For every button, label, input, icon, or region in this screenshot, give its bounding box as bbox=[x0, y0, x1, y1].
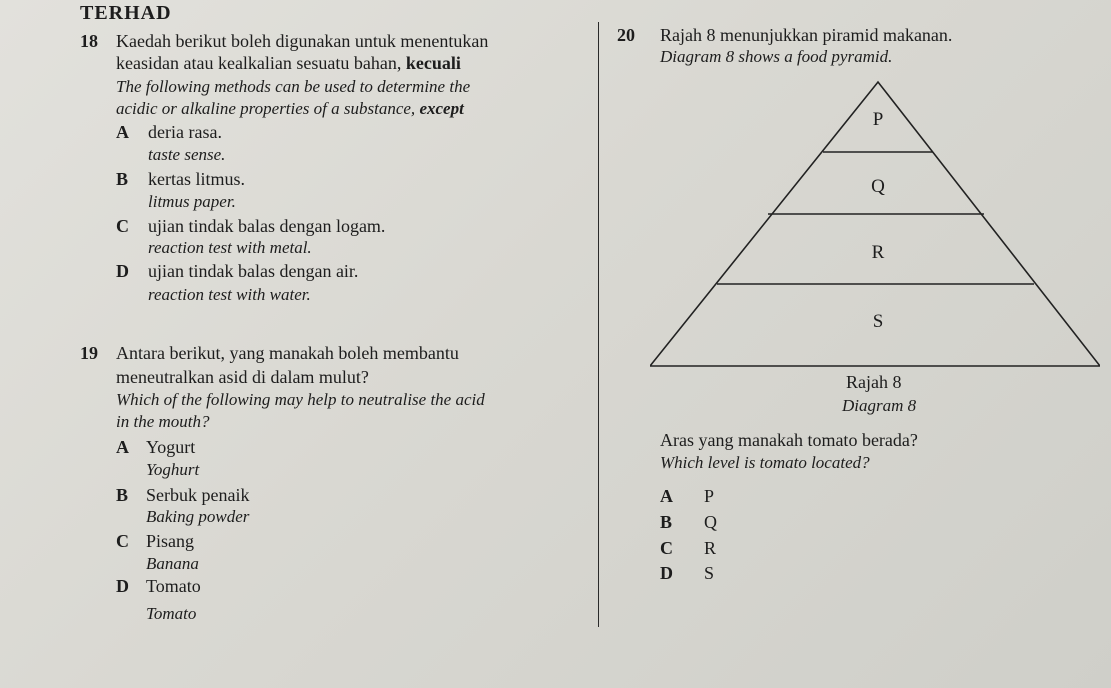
option-letter[interactable]: D bbox=[116, 576, 129, 596]
option-text[interactable]: R bbox=[704, 538, 717, 558]
question-number: 18 bbox=[80, 31, 98, 51]
option-text-malay[interactable]: ujian tindak balas dengan air. bbox=[148, 261, 359, 281]
question-text-malay: meneutralkan asid di dalam mulut? bbox=[116, 367, 369, 387]
option-text-malay[interactable]: deria rasa. bbox=[148, 122, 222, 142]
option-text-malay[interactable]: Tomato bbox=[146, 576, 201, 596]
option-text[interactable]: Q bbox=[704, 512, 717, 532]
diagram-caption-english: Diagram 8 bbox=[842, 396, 917, 415]
pyramid-level-label: R bbox=[871, 242, 885, 263]
option-text-english: litmus paper. bbox=[148, 192, 236, 211]
question-text-english: The following methods can be used to determine the bbox=[116, 77, 471, 96]
diagram-caption-malay: Rajah 8 bbox=[846, 372, 902, 392]
option-text-malay[interactable]: Pisang bbox=[146, 531, 195, 551]
question-text-english: Which level is tomato located? bbox=[660, 453, 870, 472]
option-text-english: Tomato bbox=[146, 604, 197, 623]
option-text-english: Yoghurt bbox=[146, 460, 200, 479]
pyramid-level-label: S bbox=[872, 311, 884, 332]
option-letter[interactable]: C bbox=[116, 216, 129, 236]
question-text-malay: Aras yang manakah tomato berada? bbox=[660, 430, 918, 450]
option-letter[interactable]: A bbox=[660, 486, 673, 506]
option-letter[interactable]: C bbox=[116, 531, 129, 551]
question-text-english: acidic or alkaline properties of a substance, except bbox=[116, 99, 464, 118]
question-number: 19 bbox=[80, 343, 98, 363]
option-text[interactable]: S bbox=[704, 563, 715, 583]
option-text-malay[interactable]: kertas litmus. bbox=[148, 169, 245, 189]
option-text-malay[interactable]: Yogurt bbox=[146, 437, 196, 457]
food-pyramid-diagram bbox=[650, 80, 1100, 370]
question-text-malay: Rajah 8 menunjukkan piramid makanan. bbox=[660, 25, 953, 45]
pyramid-level-label: Q bbox=[871, 176, 885, 197]
question-text-english: Which of the following may help to neutralise the acid bbox=[116, 390, 485, 409]
option-text-english: Baking powder bbox=[146, 507, 250, 526]
question-text-malay: Antara berikut, yang manakah boleh membantu bbox=[116, 343, 459, 363]
question-text-malay: Kaedah berikut boleh digunakan untuk menentukan bbox=[116, 31, 489, 51]
column-divider bbox=[598, 22, 599, 627]
option-letter[interactable]: B bbox=[116, 169, 129, 189]
option-text-english: taste sense. bbox=[148, 145, 226, 164]
option-text-malay[interactable]: Serbuk penaik bbox=[146, 485, 250, 505]
option-text-english: Banana bbox=[146, 554, 199, 573]
option-letter[interactable]: B bbox=[116, 485, 129, 505]
question-text-english: in the mouth? bbox=[116, 412, 210, 431]
option-letter[interactable]: C bbox=[660, 538, 673, 558]
option-text[interactable]: P bbox=[704, 486, 715, 506]
question-text-english: Diagram 8 shows a food pyramid. bbox=[660, 47, 893, 66]
option-text-malay[interactable]: ujian tindak balas dengan logam. bbox=[148, 216, 386, 236]
option-text-english: reaction test with metal. bbox=[148, 238, 312, 257]
option-letter[interactable]: A bbox=[116, 122, 129, 142]
option-letter[interactable]: D bbox=[116, 261, 129, 281]
question-number: 20 bbox=[617, 25, 635, 45]
option-letter[interactable]: D bbox=[660, 563, 673, 583]
option-text-english: reaction test with water. bbox=[148, 285, 311, 304]
question-text-malay: keasidan atau kealkalian sesuatu bahan, kecuali bbox=[116, 53, 461, 73]
option-letter[interactable]: A bbox=[116, 437, 129, 457]
pyramid-level-label: P bbox=[872, 109, 884, 130]
option-letter[interactable]: B bbox=[660, 512, 673, 532]
page-header: TERHAD bbox=[80, 2, 172, 24]
